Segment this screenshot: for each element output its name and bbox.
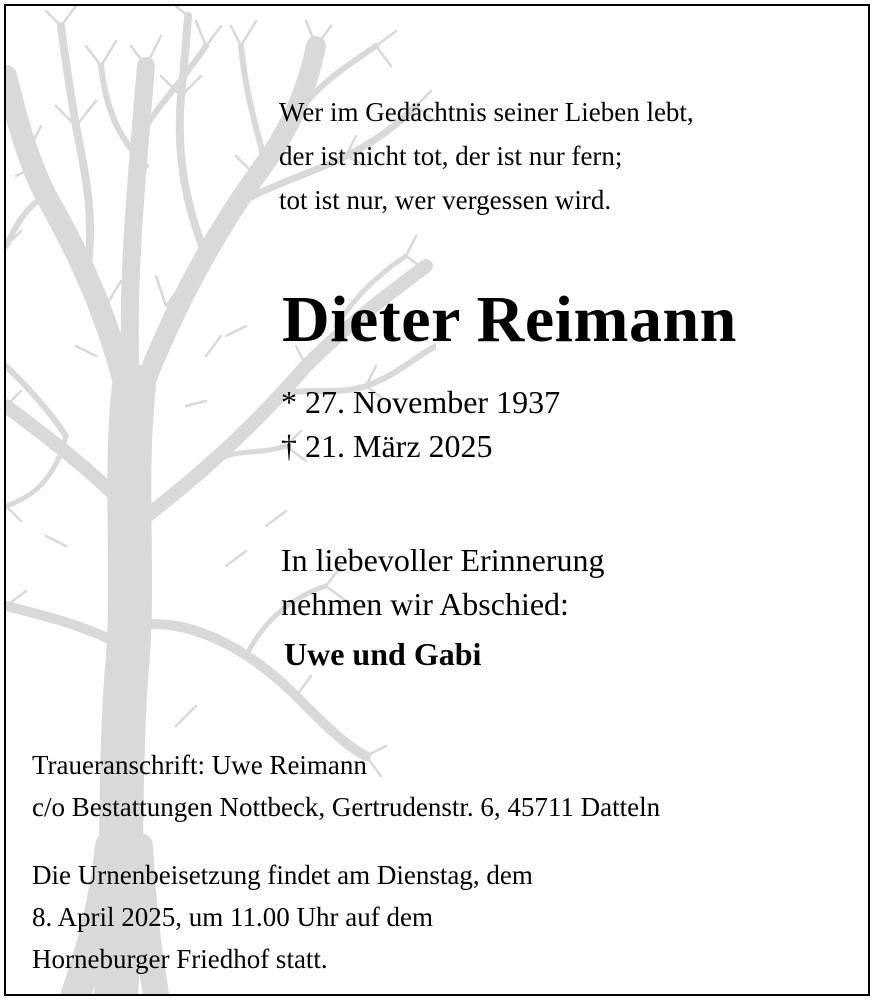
mourning-address xyxy=(32,744,660,828)
remembrance-line: In liebevoller Erinnerung xyxy=(281,542,605,578)
remembrance-text xyxy=(281,538,604,626)
mourners-names: Uwe und Gabi xyxy=(284,636,482,672)
address-line: c/o Bestattungen Nottbeck, Gertrudenstr. 6, 45711 Datteln xyxy=(32,792,661,822)
quote-line: Wer im Gedächtnis seiner Lieben lebt, xyxy=(279,97,694,127)
address-line: Traueranschrift: Uwe Reimann xyxy=(32,750,367,780)
burial-info xyxy=(32,854,533,980)
burial-line: Die Urnenbeisetzung findet am Dienstag, dem xyxy=(32,860,533,890)
memorial-quote xyxy=(279,90,694,222)
burial-line: 8. April 2025, um 11.00 Uhr auf dem xyxy=(32,902,433,932)
birth-date: * 27. November 1937 xyxy=(281,384,561,420)
quote-line: der ist nicht tot, der ist nur fern; xyxy=(279,141,623,171)
deceased-name: Dieter Reimann xyxy=(282,283,737,356)
death-date: † 21. März 2025 xyxy=(281,428,493,464)
obituary-notice xyxy=(4,4,870,996)
life-dates xyxy=(281,380,560,468)
burial-line: Horneburger Friedhof statt. xyxy=(32,944,328,974)
remembrance-line: nehmen wir Abschied: xyxy=(281,586,569,622)
quote-line: tot ist nur, wer vergessen wird. xyxy=(279,185,612,215)
